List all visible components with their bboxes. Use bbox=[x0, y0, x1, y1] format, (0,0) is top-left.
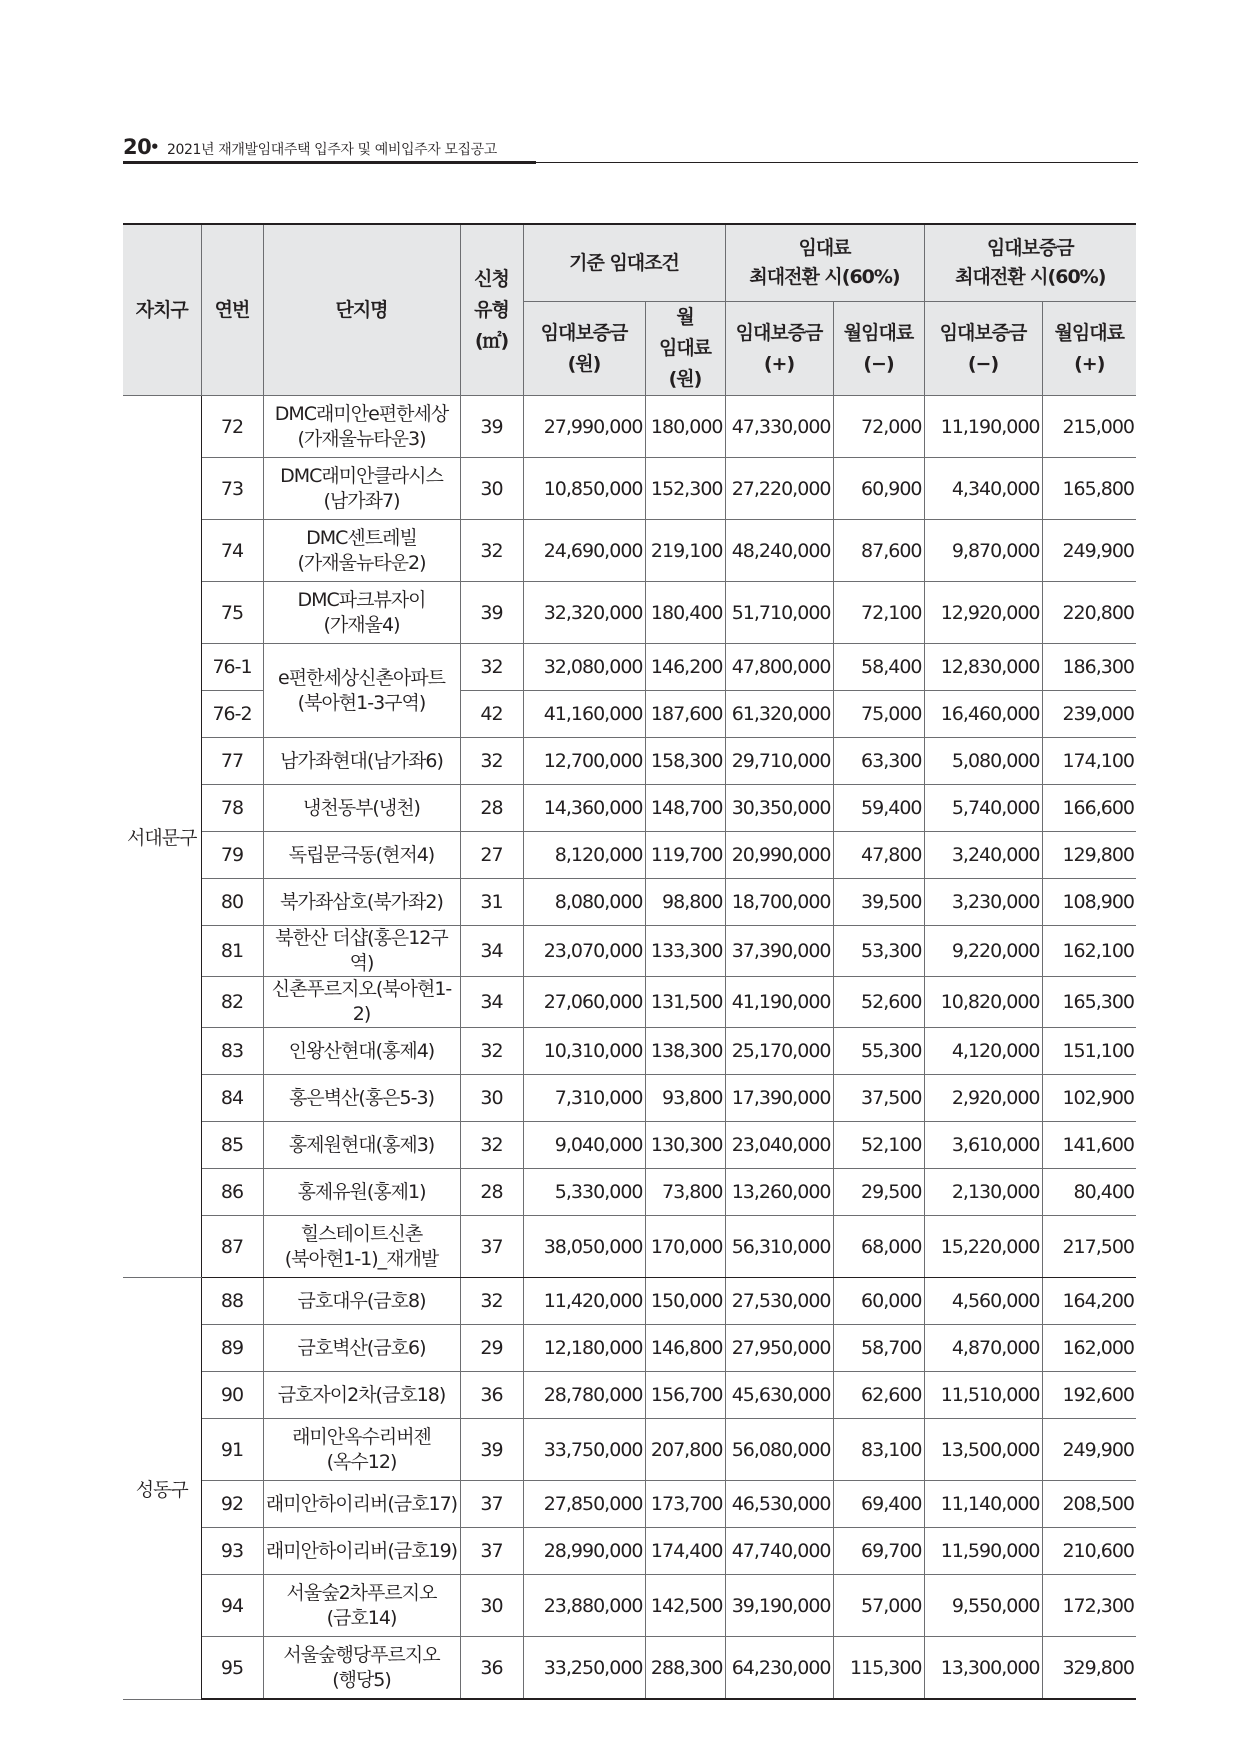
rm-rent-cell: 55,300 bbox=[833, 1028, 924, 1075]
table-row bbox=[123, 1028, 1136, 1075]
rm-deposit-cell: 46,530,000 bbox=[725, 1481, 833, 1528]
serial-cell: 84 bbox=[201, 1075, 263, 1122]
complex-name-cell: 냉천동부(냉천) bbox=[263, 785, 460, 832]
base-rent-cell: 73,800 bbox=[645, 1169, 725, 1216]
base-deposit-cell: 23,070,000 bbox=[523, 926, 645, 977]
base-rent-cell: 180,000 bbox=[645, 396, 725, 458]
type-cell: 30 bbox=[460, 1575, 523, 1637]
type-cell: 39 bbox=[460, 396, 523, 458]
complex-name-cell: DMC래미안e편한세상 (가재울뉴타운3) bbox=[263, 396, 460, 458]
dm-rent-cell: 249,900 bbox=[1042, 1419, 1136, 1481]
base-deposit-cell: 32,320,000 bbox=[523, 582, 645, 644]
serial-cell: 74 bbox=[201, 520, 263, 582]
complex-name-cell: e편한세상신촌아파트 (북아현1-3구역) bbox=[263, 644, 460, 738]
rm-rent-cell: 39,500 bbox=[833, 879, 924, 926]
dm-rent-cell: 174,100 bbox=[1042, 738, 1136, 785]
dm-deposit-cell: 4,340,000 bbox=[924, 458, 1042, 520]
type-cell: 37 bbox=[460, 1528, 523, 1575]
rm-rent-cell: 83,100 bbox=[833, 1419, 924, 1481]
district-cell: 서대문구 bbox=[123, 396, 201, 1278]
page-header bbox=[123, 135, 1138, 165]
complex-name-cell: 금호벽산(금호6) bbox=[263, 1325, 460, 1372]
dm-rent-cell: 220,800 bbox=[1042, 582, 1136, 644]
type-cell: 29 bbox=[460, 1325, 523, 1372]
table-row bbox=[123, 1575, 1136, 1637]
header-rule-thin bbox=[536, 162, 1138, 163]
base-deposit-cell: 14,360,000 bbox=[523, 785, 645, 832]
header-deposit-max: 임대보증금 최대전환 시(60%) bbox=[924, 224, 1136, 302]
dm-rent-cell: 165,300 bbox=[1042, 977, 1136, 1028]
complex-name-cell: 홍제원현대(홍제3) bbox=[263, 1122, 460, 1169]
serial-cell: 93 bbox=[201, 1528, 263, 1575]
base-deposit-cell: 32,080,000 bbox=[523, 644, 645, 691]
rm-deposit-cell: 18,700,000 bbox=[725, 879, 833, 926]
dm-rent-cell: 129,800 bbox=[1042, 832, 1136, 879]
dm-rent-cell: 208,500 bbox=[1042, 1481, 1136, 1528]
dm-rent-cell: 172,300 bbox=[1042, 1575, 1136, 1637]
dm-deposit-cell: 2,130,000 bbox=[924, 1169, 1042, 1216]
header-dm-rent: 월임대료 (+) bbox=[1042, 302, 1136, 396]
base-rent-cell: 146,200 bbox=[645, 644, 725, 691]
complex-name-cell: 홍제유원(홍제1) bbox=[263, 1169, 460, 1216]
dm-rent-cell: 166,600 bbox=[1042, 785, 1136, 832]
table-row bbox=[123, 1075, 1136, 1122]
base-rent-cell: 133,300 bbox=[645, 926, 725, 977]
serial-cell: 89 bbox=[201, 1325, 263, 1372]
serial-cell: 95 bbox=[201, 1637, 263, 1700]
table-row bbox=[123, 1528, 1136, 1575]
serial-cell: 94 bbox=[201, 1575, 263, 1637]
type-cell: 39 bbox=[460, 582, 523, 644]
base-rent-cell: 219,100 bbox=[645, 520, 725, 582]
rm-deposit-cell: 23,040,000 bbox=[725, 1122, 833, 1169]
page-title: 2021년 재개발임대주택 입주자 및 예비입주자 모집공고 bbox=[167, 142, 497, 158]
rm-rent-cell: 58,400 bbox=[833, 644, 924, 691]
dm-deposit-cell: 13,300,000 bbox=[924, 1637, 1042, 1700]
base-rent-cell: 138,300 bbox=[645, 1028, 725, 1075]
dm-deposit-cell: 3,610,000 bbox=[924, 1122, 1042, 1169]
dm-deposit-cell: 4,870,000 bbox=[924, 1325, 1042, 1372]
rm-rent-cell: 75,000 bbox=[833, 691, 924, 738]
serial-cell: 85 bbox=[201, 1122, 263, 1169]
dm-deposit-cell: 10,820,000 bbox=[924, 977, 1042, 1028]
dm-deposit-cell: 9,550,000 bbox=[924, 1575, 1042, 1637]
dm-rent-cell: 141,600 bbox=[1042, 1122, 1136, 1169]
base-rent-cell: 288,300 bbox=[645, 1637, 725, 1700]
base-rent-cell: 130,300 bbox=[645, 1122, 725, 1169]
base-rent-cell: 93,800 bbox=[645, 1075, 725, 1122]
complex-name-cell: 금호대우(금호8) bbox=[263, 1278, 460, 1325]
rm-rent-cell: 52,100 bbox=[833, 1122, 924, 1169]
type-cell: 30 bbox=[460, 458, 523, 520]
header-base-rent: 월 임대료 (원) bbox=[645, 302, 725, 396]
dm-rent-cell: 162,100 bbox=[1042, 926, 1136, 977]
dm-deposit-cell: 5,740,000 bbox=[924, 785, 1042, 832]
type-cell: 37 bbox=[460, 1216, 523, 1278]
table-body bbox=[123, 396, 1136, 1700]
dm-deposit-cell: 9,220,000 bbox=[924, 926, 1042, 977]
complex-name-cell: 신촌푸르지오(북아현1-2) bbox=[263, 977, 460, 1028]
base-rent-cell: 142,500 bbox=[645, 1575, 725, 1637]
type-cell: 39 bbox=[460, 1419, 523, 1481]
header-rm-deposit: 임대보증금 (+) bbox=[725, 302, 833, 396]
rm-rent-cell: 69,700 bbox=[833, 1528, 924, 1575]
table-row bbox=[123, 1169, 1136, 1216]
rm-rent-cell: 63,300 bbox=[833, 738, 924, 785]
dm-deposit-cell: 13,500,000 bbox=[924, 1419, 1042, 1481]
table-row bbox=[123, 520, 1136, 582]
dm-deposit-cell: 3,240,000 bbox=[924, 832, 1042, 879]
complex-name-cell: 서울숲2차푸르지오 (금호14) bbox=[263, 1575, 460, 1637]
complex-name-cell: 북한산 더샵(홍은12구역) bbox=[263, 926, 460, 977]
bullet-icon: • bbox=[150, 138, 160, 156]
base-rent-cell: 150,000 bbox=[645, 1278, 725, 1325]
rental-table bbox=[123, 223, 1136, 1700]
serial-cell: 91 bbox=[201, 1419, 263, 1481]
dm-rent-cell: 186,300 bbox=[1042, 644, 1136, 691]
base-deposit-cell: 28,780,000 bbox=[523, 1372, 645, 1419]
serial-cell: 72 bbox=[201, 396, 263, 458]
complex-name-cell: 남가좌현대(남가좌6) bbox=[263, 738, 460, 785]
rm-deposit-cell: 25,170,000 bbox=[725, 1028, 833, 1075]
dm-deposit-cell: 9,870,000 bbox=[924, 520, 1042, 582]
rm-deposit-cell: 47,330,000 bbox=[725, 396, 833, 458]
header-dm-deposit: 임대보증금 (−) bbox=[924, 302, 1042, 396]
dm-deposit-cell: 12,830,000 bbox=[924, 644, 1042, 691]
serial-cell: 92 bbox=[201, 1481, 263, 1528]
header-serial: 연번 bbox=[201, 224, 263, 396]
dm-rent-cell: 215,000 bbox=[1042, 396, 1136, 458]
base-deposit-cell: 10,310,000 bbox=[523, 1028, 645, 1075]
complex-name-cell: 래미안하이리버(금호19) bbox=[263, 1528, 460, 1575]
rm-rent-cell: 87,600 bbox=[833, 520, 924, 582]
serial-cell: 76-1 bbox=[201, 644, 263, 691]
table-row bbox=[123, 879, 1136, 926]
table-row bbox=[123, 396, 1136, 458]
serial-cell: 77 bbox=[201, 738, 263, 785]
rm-rent-cell: 60,900 bbox=[833, 458, 924, 520]
base-deposit-cell: 11,420,000 bbox=[523, 1278, 645, 1325]
rm-deposit-cell: 20,990,000 bbox=[725, 832, 833, 879]
dm-deposit-cell: 16,460,000 bbox=[924, 691, 1042, 738]
type-cell: 27 bbox=[460, 832, 523, 879]
rm-rent-cell: 57,000 bbox=[833, 1575, 924, 1637]
table-header bbox=[123, 224, 1136, 396]
rm-deposit-cell: 61,320,000 bbox=[725, 691, 833, 738]
rm-deposit-cell: 48,240,000 bbox=[725, 520, 833, 582]
dm-rent-cell: 151,100 bbox=[1042, 1028, 1136, 1075]
serial-cell: 78 bbox=[201, 785, 263, 832]
dm-rent-cell: 165,800 bbox=[1042, 458, 1136, 520]
rm-deposit-cell: 41,190,000 bbox=[725, 977, 833, 1028]
rm-deposit-cell: 45,630,000 bbox=[725, 1372, 833, 1419]
header-base: 기준 임대조건 bbox=[523, 224, 725, 302]
base-rent-cell: 156,700 bbox=[645, 1372, 725, 1419]
base-deposit-cell: 27,060,000 bbox=[523, 977, 645, 1028]
type-cell: 30 bbox=[460, 1075, 523, 1122]
table-row bbox=[123, 832, 1136, 879]
type-cell: 32 bbox=[460, 1028, 523, 1075]
rm-rent-cell: 59,400 bbox=[833, 785, 924, 832]
dm-deposit-cell: 12,920,000 bbox=[924, 582, 1042, 644]
base-deposit-cell: 27,990,000 bbox=[523, 396, 645, 458]
dm-deposit-cell: 11,140,000 bbox=[924, 1481, 1042, 1528]
rm-deposit-cell: 56,310,000 bbox=[725, 1216, 833, 1278]
type-cell: 36 bbox=[460, 1372, 523, 1419]
base-rent-cell: 187,600 bbox=[645, 691, 725, 738]
base-deposit-cell: 10,850,000 bbox=[523, 458, 645, 520]
base-deposit-cell: 12,180,000 bbox=[523, 1325, 645, 1372]
type-cell: 32 bbox=[460, 1122, 523, 1169]
rm-rent-cell: 53,300 bbox=[833, 926, 924, 977]
dm-rent-cell: 164,200 bbox=[1042, 1278, 1136, 1325]
serial-cell: 73 bbox=[201, 458, 263, 520]
complex-name-cell: 금호자이2차(금호18) bbox=[263, 1372, 460, 1419]
rm-rent-cell: 52,600 bbox=[833, 977, 924, 1028]
base-deposit-cell: 23,880,000 bbox=[523, 1575, 645, 1637]
base-deposit-cell: 8,120,000 bbox=[523, 832, 645, 879]
dm-rent-cell: 329,800 bbox=[1042, 1637, 1136, 1700]
table-row bbox=[123, 926, 1136, 977]
type-cell: 32 bbox=[460, 1278, 523, 1325]
base-deposit-cell: 24,690,000 bbox=[523, 520, 645, 582]
complex-name-cell: 힐스테이트신촌 (북아현1-1)_재개발 bbox=[263, 1216, 460, 1278]
complex-name-cell: DMC센트레빌 (가재울뉴타운2) bbox=[263, 520, 460, 582]
rm-deposit-cell: 47,740,000 bbox=[725, 1528, 833, 1575]
base-deposit-cell: 12,700,000 bbox=[523, 738, 645, 785]
base-rent-cell: 170,000 bbox=[645, 1216, 725, 1278]
district-cell: 성동구 bbox=[123, 1278, 201, 1700]
rm-rent-cell: 72,100 bbox=[833, 582, 924, 644]
rm-deposit-cell: 56,080,000 bbox=[725, 1419, 833, 1481]
dm-deposit-cell: 4,560,000 bbox=[924, 1278, 1042, 1325]
type-cell: 31 bbox=[460, 879, 523, 926]
rm-deposit-cell: 39,190,000 bbox=[725, 1575, 833, 1637]
dm-rent-cell: 210,600 bbox=[1042, 1528, 1136, 1575]
type-cell: 42 bbox=[460, 691, 523, 738]
table-row bbox=[123, 1216, 1136, 1278]
type-cell: 34 bbox=[460, 977, 523, 1028]
type-cell: 36 bbox=[460, 1637, 523, 1700]
dm-deposit-cell: 11,190,000 bbox=[924, 396, 1042, 458]
complex-name-cell: 홍은벽산(홍은5-3) bbox=[263, 1075, 460, 1122]
base-deposit-cell: 8,080,000 bbox=[523, 879, 645, 926]
base-rent-cell: 152,300 bbox=[645, 458, 725, 520]
base-rent-cell: 207,800 bbox=[645, 1419, 725, 1481]
complex-name-cell: DMC래미안클라시스 (남가좌7) bbox=[263, 458, 460, 520]
dm-rent-cell: 80,400 bbox=[1042, 1169, 1136, 1216]
rm-rent-cell: 69,400 bbox=[833, 1481, 924, 1528]
complex-name-cell: DMC파크뷰자이 (가재울4) bbox=[263, 582, 460, 644]
rm-deposit-cell: 29,710,000 bbox=[725, 738, 833, 785]
table-row bbox=[123, 582, 1136, 644]
base-deposit-cell: 9,040,000 bbox=[523, 1122, 645, 1169]
serial-cell: 75 bbox=[201, 582, 263, 644]
type-cell: 32 bbox=[460, 644, 523, 691]
rm-rent-cell: 62,600 bbox=[833, 1372, 924, 1419]
base-rent-cell: 173,700 bbox=[645, 1481, 725, 1528]
base-deposit-cell: 33,250,000 bbox=[523, 1637, 645, 1700]
header-base-deposit: 임대보증금 (원) bbox=[523, 302, 645, 396]
dm-rent-cell: 102,900 bbox=[1042, 1075, 1136, 1122]
rm-rent-cell: 47,800 bbox=[833, 832, 924, 879]
rm-deposit-cell: 27,950,000 bbox=[725, 1325, 833, 1372]
serial-cell: 79 bbox=[201, 832, 263, 879]
serial-cell: 80 bbox=[201, 879, 263, 926]
base-deposit-cell: 28,990,000 bbox=[523, 1528, 645, 1575]
base-rent-cell: 146,800 bbox=[645, 1325, 725, 1372]
header-rent-max: 임대료 최대전환 시(60%) bbox=[725, 224, 924, 302]
rm-rent-cell: 72,000 bbox=[833, 396, 924, 458]
rm-deposit-cell: 47,800,000 bbox=[725, 644, 833, 691]
table-row bbox=[123, 977, 1136, 1028]
dm-deposit-cell: 15,220,000 bbox=[924, 1216, 1042, 1278]
dm-deposit-cell: 11,590,000 bbox=[924, 1528, 1042, 1575]
base-rent-cell: 119,700 bbox=[645, 832, 725, 879]
rm-deposit-cell: 37,390,000 bbox=[725, 926, 833, 977]
dm-rent-cell: 217,500 bbox=[1042, 1216, 1136, 1278]
dm-deposit-cell: 11,510,000 bbox=[924, 1372, 1042, 1419]
rm-rent-cell: 58,700 bbox=[833, 1325, 924, 1372]
table-row bbox=[123, 1278, 1136, 1325]
complex-name-cell: 독립문극동(현저4) bbox=[263, 832, 460, 879]
base-rent-cell: 174,400 bbox=[645, 1528, 725, 1575]
rm-deposit-cell: 27,530,000 bbox=[725, 1278, 833, 1325]
base-deposit-cell: 33,750,000 bbox=[523, 1419, 645, 1481]
rm-deposit-cell: 17,390,000 bbox=[725, 1075, 833, 1122]
complex-name-cell: 인왕산현대(홍제4) bbox=[263, 1028, 460, 1075]
serial-cell: 90 bbox=[201, 1372, 263, 1419]
base-rent-cell: 98,800 bbox=[645, 879, 725, 926]
rm-deposit-cell: 64,230,000 bbox=[725, 1637, 833, 1700]
serial-cell: 83 bbox=[201, 1028, 263, 1075]
dm-rent-cell: 239,000 bbox=[1042, 691, 1136, 738]
page-number: 20 bbox=[123, 135, 152, 159]
type-cell: 28 bbox=[460, 1169, 523, 1216]
dm-rent-cell: 249,900 bbox=[1042, 520, 1136, 582]
rm-rent-cell: 37,500 bbox=[833, 1075, 924, 1122]
table-row bbox=[123, 1372, 1136, 1419]
dm-deposit-cell: 4,120,000 bbox=[924, 1028, 1042, 1075]
table-row bbox=[123, 785, 1136, 832]
serial-cell: 86 bbox=[201, 1169, 263, 1216]
base-rent-cell: 180,400 bbox=[645, 582, 725, 644]
table-row bbox=[123, 1122, 1136, 1169]
base-rent-cell: 158,300 bbox=[645, 738, 725, 785]
base-deposit-cell: 7,310,000 bbox=[523, 1075, 645, 1122]
dm-deposit-cell: 5,080,000 bbox=[924, 738, 1042, 785]
serial-cell: 82 bbox=[201, 977, 263, 1028]
base-deposit-cell: 41,160,000 bbox=[523, 691, 645, 738]
rm-rent-cell: 115,300 bbox=[833, 1637, 924, 1700]
table-row bbox=[123, 1637, 1136, 1700]
base-deposit-cell: 5,330,000 bbox=[523, 1169, 645, 1216]
rm-rent-cell: 29,500 bbox=[833, 1169, 924, 1216]
table-row bbox=[123, 738, 1136, 785]
complex-name-cell: 북가좌삼호(북가좌2) bbox=[263, 879, 460, 926]
dm-deposit-cell: 2,920,000 bbox=[924, 1075, 1042, 1122]
table-row bbox=[123, 1481, 1136, 1528]
type-cell: 37 bbox=[460, 1481, 523, 1528]
type-cell: 32 bbox=[460, 738, 523, 785]
dm-deposit-cell: 3,230,000 bbox=[924, 879, 1042, 926]
dm-rent-cell: 108,900 bbox=[1042, 879, 1136, 926]
dm-rent-cell: 192,600 bbox=[1042, 1372, 1136, 1419]
header-complex: 단지명 bbox=[263, 224, 460, 396]
table-row bbox=[123, 1325, 1136, 1372]
dm-rent-cell: 162,000 bbox=[1042, 1325, 1136, 1372]
complex-name-cell: 서울숲행당푸르지오 (행당5) bbox=[263, 1637, 460, 1700]
rm-rent-cell: 68,000 bbox=[833, 1216, 924, 1278]
serial-cell: 76-2 bbox=[201, 691, 263, 738]
complex-name-cell: 래미안하이리버(금호17) bbox=[263, 1481, 460, 1528]
rm-deposit-cell: 51,710,000 bbox=[725, 582, 833, 644]
base-rent-cell: 131,500 bbox=[645, 977, 725, 1028]
rm-rent-cell: 60,000 bbox=[833, 1278, 924, 1325]
header-rule-thick bbox=[123, 161, 536, 164]
header-rm-rent: 월임대료 (−) bbox=[833, 302, 924, 396]
rm-deposit-cell: 13,260,000 bbox=[725, 1169, 833, 1216]
serial-cell: 88 bbox=[201, 1278, 263, 1325]
base-deposit-cell: 38,050,000 bbox=[523, 1216, 645, 1278]
rm-deposit-cell: 27,220,000 bbox=[725, 458, 833, 520]
complex-name-cell: 래미안옥수리버젠 (옥수12) bbox=[263, 1419, 460, 1481]
table-row bbox=[123, 644, 1136, 691]
type-cell: 32 bbox=[460, 520, 523, 582]
serial-cell: 87 bbox=[201, 1216, 263, 1278]
base-rent-cell: 148,700 bbox=[645, 785, 725, 832]
type-cell: 34 bbox=[460, 926, 523, 977]
header-district: 자치구 bbox=[123, 224, 201, 396]
base-deposit-cell: 27,850,000 bbox=[523, 1481, 645, 1528]
table-row bbox=[123, 1419, 1136, 1481]
type-cell: 28 bbox=[460, 785, 523, 832]
header-type: 신청 유형 (㎡) bbox=[460, 224, 523, 396]
table-row bbox=[123, 458, 1136, 520]
rm-deposit-cell: 30,350,000 bbox=[725, 785, 833, 832]
serial-cell: 81 bbox=[201, 926, 263, 977]
